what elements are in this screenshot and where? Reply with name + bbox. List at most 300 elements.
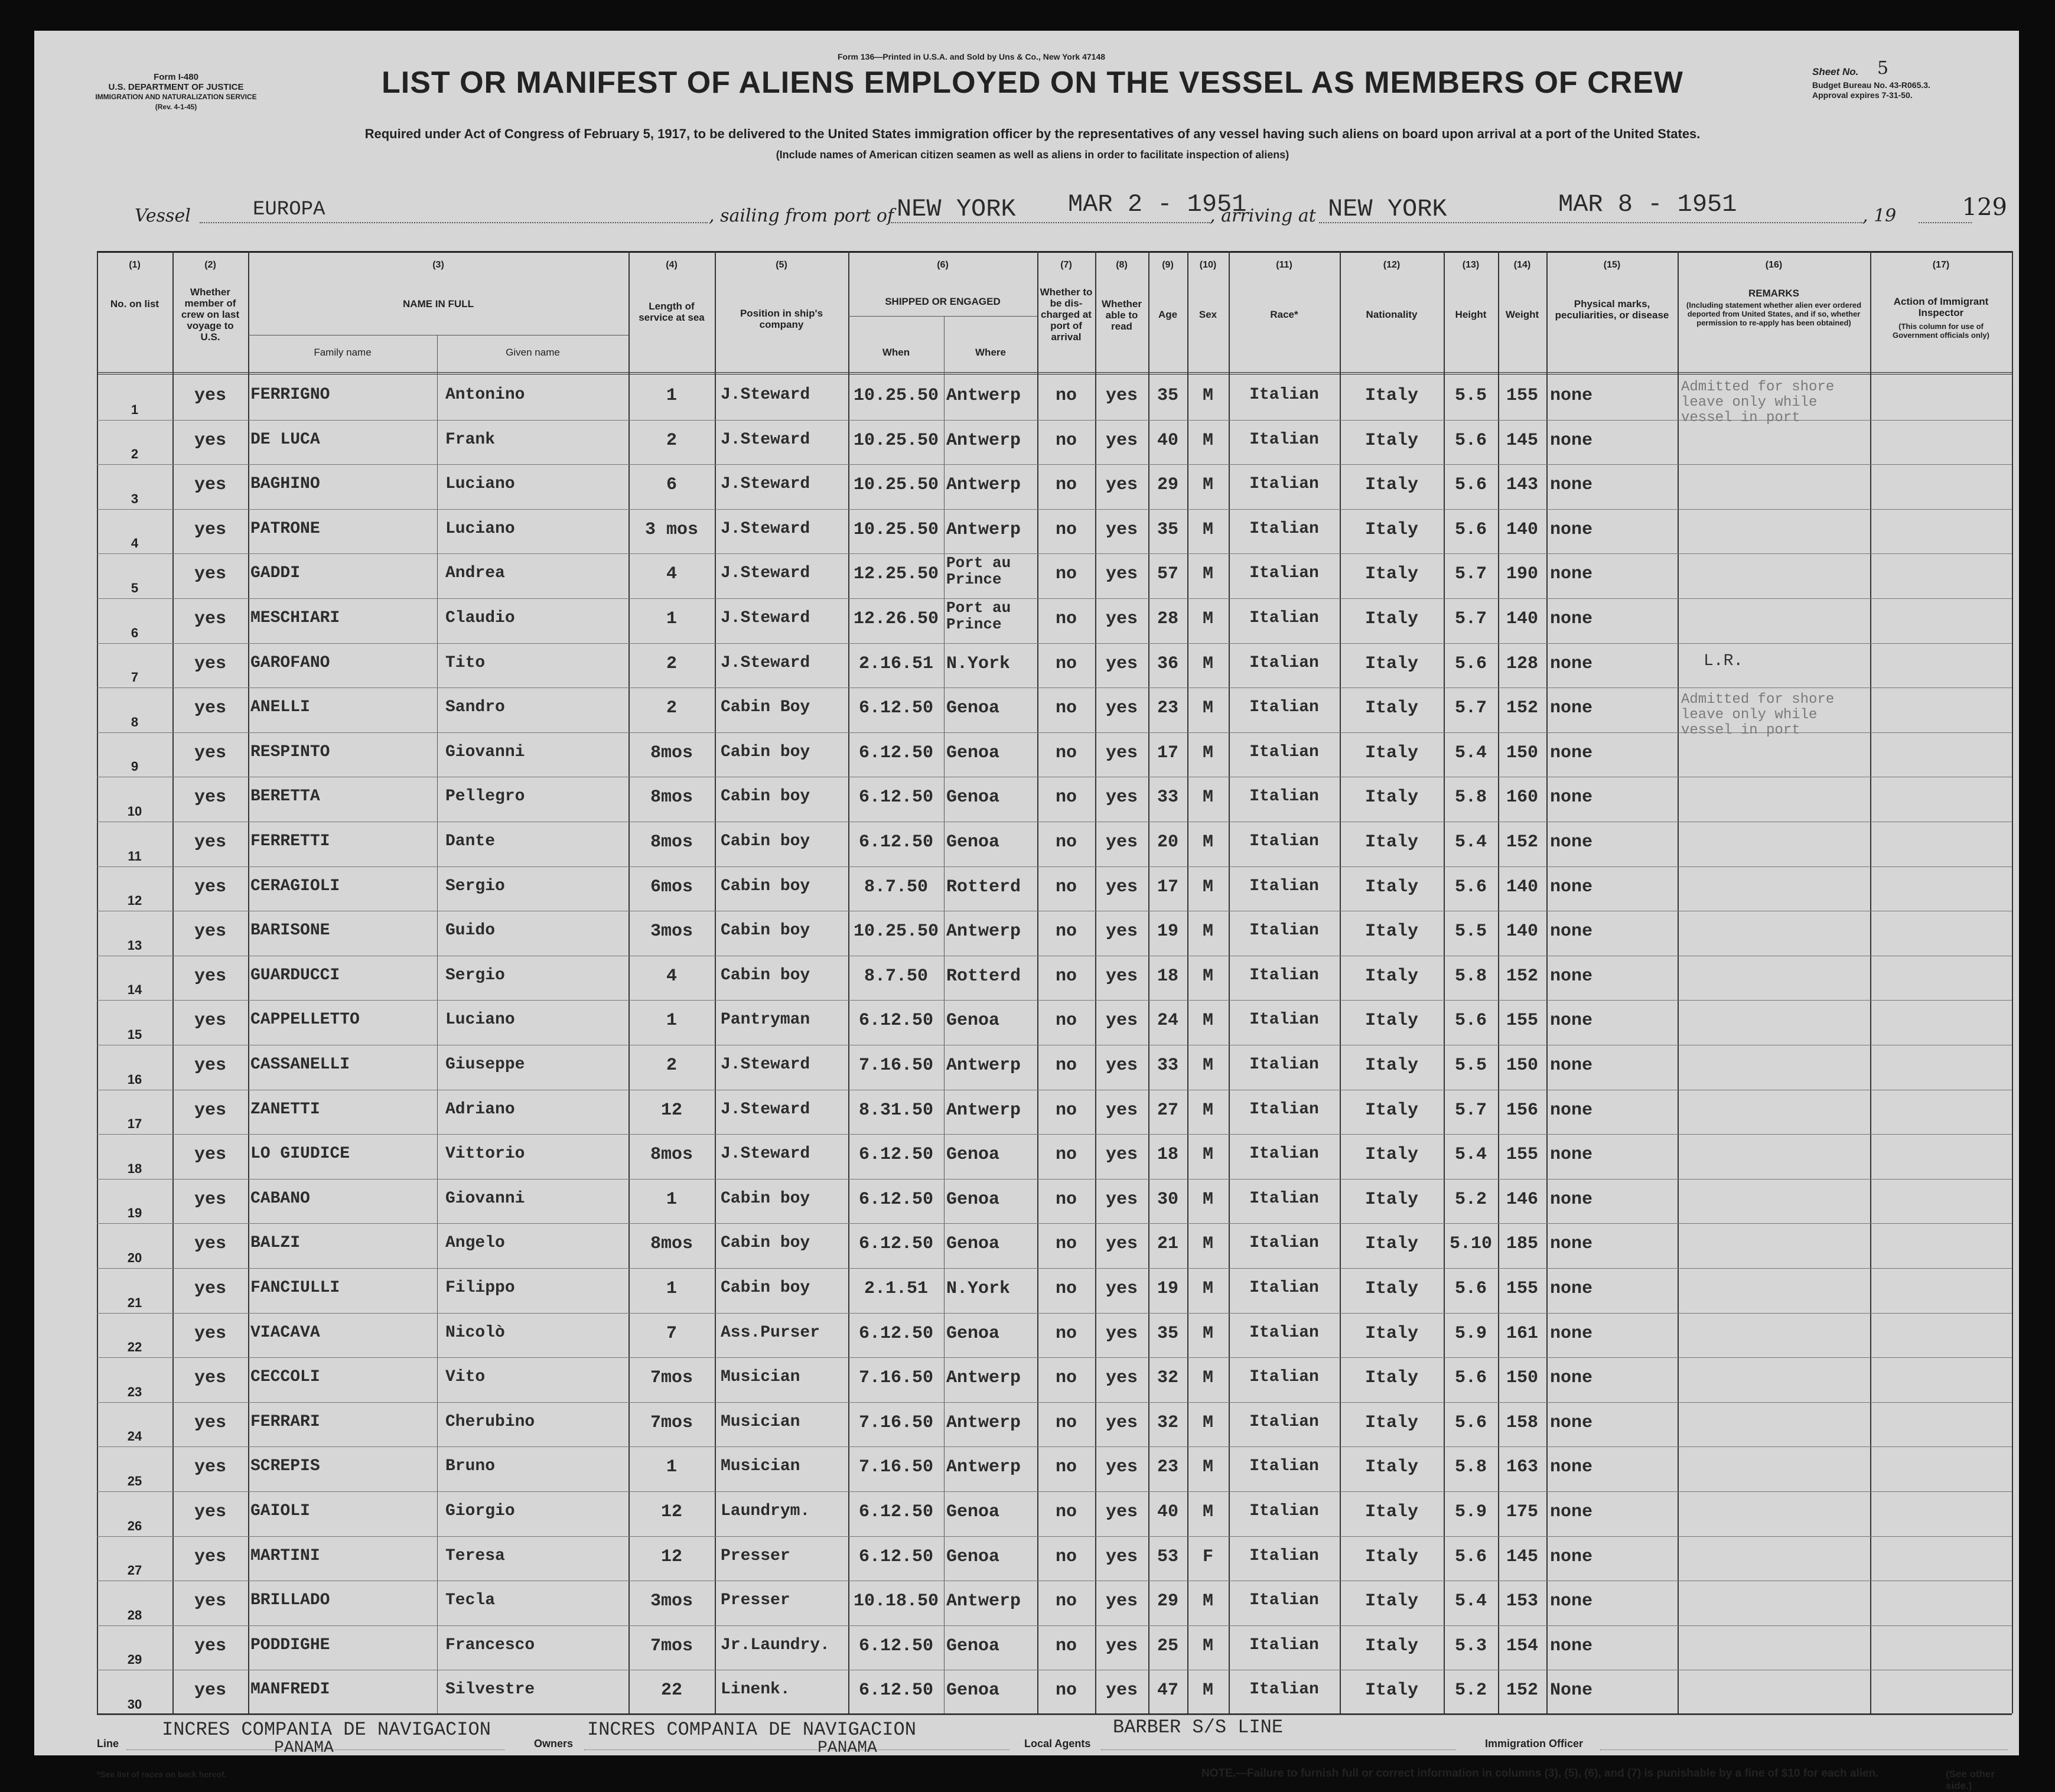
discharged: no [1055, 1412, 1077, 1433]
nationality: Italy [1364, 1502, 1418, 1522]
row-rule [97, 1491, 2012, 1492]
position: J.Steward [721, 386, 810, 404]
row-number: 13 [127, 937, 142, 953]
row-number: 25 [127, 1474, 142, 1488]
position: Cabin boy [721, 966, 810, 985]
physical-marks: none [1550, 921, 1593, 942]
sex: M [1202, 609, 1213, 629]
header-discharged: Whether to be dis-charged at port of arrival [1040, 286, 1093, 343]
col-num-5: (5) [776, 260, 787, 270]
position: Ass.Purser [721, 1323, 820, 1342]
weight: 143 [1506, 475, 1538, 496]
row-number: 9 [131, 759, 139, 774]
weight: 185 [1506, 1234, 1538, 1255]
shipped-where: Genoa [946, 832, 1000, 852]
shipped-when: 8.7.50 [864, 877, 929, 897]
able-to-read: yes [1105, 1145, 1138, 1165]
see-list-note: *See list of races on back hereof. [97, 1770, 227, 1779]
race: Italian [1249, 564, 1319, 583]
row-rule [97, 1357, 2012, 1358]
nationality: Italy [1364, 430, 1418, 451]
shipped-where: Genoa [946, 1502, 1000, 1522]
able-to-read: yes [1105, 1323, 1138, 1344]
col-rule [2012, 251, 2013, 1713]
height: 5.6 [1454, 1279, 1487, 1299]
col-num-9: (9) [1162, 260, 1174, 270]
given-name: Nicolò [445, 1323, 505, 1342]
height: 5.8 [1454, 966, 1487, 986]
weight: 153 [1506, 1591, 1538, 1612]
fine-note: NOTE.—Failure to furnish full or correct information in columns (3), (5), (6), and (7) is punishable by a fine of $10 for each alien. [1201, 1767, 1879, 1780]
nationality: Italy [1364, 609, 1418, 629]
row-number: 17 [127, 1116, 142, 1132]
length-of-service: 3 mos [644, 519, 698, 540]
age: 30 [1157, 1189, 1178, 1210]
physical-marks: none [1550, 653, 1593, 674]
height: 5.6 [1454, 1412, 1487, 1433]
family-name: GAIOLI [250, 1502, 310, 1520]
col-num-1: (1) [129, 260, 141, 270]
sex: M [1202, 1635, 1213, 1656]
given-name: Luciano [445, 519, 515, 538]
able-to-read: yes [1105, 1546, 1138, 1567]
nationality: Italy [1364, 698, 1418, 719]
age: 35 [1157, 386, 1178, 406]
able-to-read: yes [1105, 430, 1138, 451]
sex: M [1202, 1457, 1213, 1478]
race: Italian [1249, 742, 1319, 761]
row-number: 26 [127, 1518, 142, 1533]
member-last-voyage: yes [194, 1546, 226, 1567]
race: Italian [1249, 1279, 1319, 1297]
height: 5.8 [1454, 1457, 1487, 1478]
position: Musician [721, 1457, 800, 1476]
race: Italian [1249, 1412, 1319, 1431]
family-name: CABANO [250, 1189, 310, 1208]
discharged: no [1055, 475, 1077, 496]
col-num-8: (8) [1116, 260, 1128, 270]
discharged: no [1055, 1502, 1077, 1522]
header-weight: Weight [1505, 309, 1539, 320]
approval-expires: Approval expires 7-31-50. [1812, 90, 1913, 100]
physical-marks: none [1550, 564, 1593, 585]
race: Italian [1249, 1680, 1319, 1699]
height: 5.6 [1454, 1368, 1487, 1389]
shipped-where: Genoa [946, 1189, 1000, 1210]
header-sex: Sex [1199, 309, 1217, 320]
member-last-voyage: yes [194, 430, 226, 451]
height: 5.7 [1454, 698, 1487, 719]
sex: M [1202, 1680, 1213, 1701]
shipped-when: 6.12.50 [858, 1145, 934, 1165]
weight: 140 [1506, 609, 1538, 629]
vessel-label: Vessel [135, 206, 191, 226]
race: Italian [1249, 1011, 1319, 1029]
physical-marks: none [1550, 1457, 1593, 1478]
able-to-read: yes [1105, 1412, 1138, 1433]
length-of-service: 7mos [650, 1635, 693, 1656]
col-num-3: (3) [432, 260, 444, 270]
shipped-when: 10.25.50 [853, 475, 939, 496]
member-last-voyage: yes [194, 609, 226, 629]
weight: 163 [1506, 1457, 1538, 1478]
sex: F [1202, 1546, 1213, 1567]
nationality: Italy [1364, 386, 1418, 406]
race: Italian [1249, 519, 1319, 538]
position: J.Steward [721, 1100, 810, 1119]
member-last-voyage: yes [194, 1457, 226, 1478]
age: 29 [1157, 475, 1178, 496]
nationality: Italy [1364, 1635, 1418, 1656]
given-name: Giovanni [445, 742, 525, 761]
col-num-11: (11) [1276, 260, 1292, 270]
owners-field [584, 1749, 1009, 1750]
age: 17 [1157, 742, 1178, 763]
height: 5.7 [1454, 564, 1487, 585]
weight: 140 [1506, 519, 1538, 540]
height: 5.4 [1454, 1145, 1487, 1165]
row-rule [97, 1000, 2012, 1001]
given-name: Giorgio [445, 1502, 515, 1520]
sex: M [1202, 1234, 1213, 1255]
immigration-officer-field [1600, 1749, 2008, 1750]
length-of-service: 8mos [650, 742, 693, 763]
physical-marks: none [1550, 475, 1593, 496]
shipped-when: 6.12.50 [858, 787, 934, 808]
row-number: 22 [127, 1340, 142, 1355]
length-of-service: 22 [660, 1680, 682, 1701]
discharged: no [1055, 1635, 1077, 1656]
sheet-no-label: Sheet No. [1812, 66, 1859, 77]
race: Italian [1249, 832, 1319, 851]
able-to-read: yes [1105, 1680, 1138, 1701]
shipped-when: 6.12.50 [858, 1323, 934, 1344]
length-of-service: 2 [666, 1055, 677, 1076]
discharged: no [1055, 1680, 1077, 1701]
given-name: Teresa [445, 1546, 505, 1565]
given-name: Giuseppe [445, 1055, 525, 1074]
header-where: Where [975, 347, 1006, 358]
shipped-when: 6.12.50 [858, 1680, 934, 1701]
height: 5.6 [1454, 1011, 1487, 1031]
row-rule [97, 1625, 2012, 1626]
row-number: 14 [127, 982, 142, 998]
height: 5.3 [1454, 1635, 1487, 1656]
length-of-service: 4 [666, 966, 677, 986]
shipped-where: Antwerp [946, 1055, 1021, 1076]
height: 5.7 [1454, 609, 1487, 629]
shipped-where: Genoa [946, 1145, 1000, 1165]
physical-marks: none [1550, 386, 1593, 406]
shipped-where: Genoa [946, 1323, 1000, 1344]
shipped-when: 6.12.50 [858, 742, 934, 763]
age: 33 [1157, 1055, 1178, 1076]
able-to-read: yes [1105, 1189, 1138, 1210]
sex: M [1202, 787, 1213, 808]
row-rule [97, 1223, 2012, 1224]
row-number: 24 [127, 1429, 142, 1444]
family-name: FERRETTI [250, 832, 330, 851]
vessel-name: EUROPA [253, 198, 325, 221]
header-family-name: Family name [314, 347, 372, 358]
race: Italian [1249, 1234, 1319, 1253]
race: Italian [1249, 1502, 1319, 1520]
member-last-voyage: yes [194, 1591, 226, 1612]
shipped-when: 2.16.51 [858, 653, 934, 674]
nationality: Italy [1364, 1145, 1418, 1165]
nationality: Italy [1364, 1457, 1418, 1478]
weight: 128 [1506, 653, 1538, 674]
length-of-service: 8mos [650, 832, 693, 852]
row-rule [97, 866, 2012, 867]
position: Laundrym. [721, 1502, 810, 1520]
height: 5.2 [1454, 1680, 1487, 1701]
header-when: When [882, 347, 910, 358]
member-last-voyage: yes [194, 1100, 226, 1120]
race: Italian [1249, 386, 1319, 404]
family-name: BALZI [250, 1234, 301, 1253]
length-of-service: 3mos [650, 1591, 693, 1612]
row-number: 23 [127, 1384, 142, 1399]
family-name: CAPPELLETTO [250, 1011, 360, 1029]
length-of-service: 1 [666, 1457, 677, 1478]
able-to-read: yes [1105, 742, 1138, 763]
shipped-when: 6.12.50 [858, 1189, 934, 1210]
height: 5.8 [1454, 787, 1487, 808]
remarks: L.R. [1704, 651, 1744, 670]
row-number: 18 [127, 1161, 142, 1176]
member-last-voyage: yes [194, 386, 226, 406]
shipped-when: 2.1.51 [864, 1279, 929, 1299]
member-last-voyage: yes [194, 1323, 226, 1344]
length-of-service: 12 [660, 1546, 682, 1567]
shipped-when: 7.16.50 [858, 1412, 934, 1433]
family-name: BERETTA [250, 787, 320, 806]
race: Italian [1249, 1546, 1319, 1565]
height: 5.4 [1454, 742, 1487, 763]
discharged: no [1055, 1457, 1077, 1478]
sex: M [1202, 1279, 1213, 1299]
height: 5.6 [1454, 877, 1487, 897]
position: Cabin boy [721, 1234, 810, 1253]
race: Italian [1249, 1055, 1319, 1074]
requirement-note: (Include names of American citizen seamen as well as aliens in order to facilitate inspection of aliens) [776, 149, 1289, 161]
physical-marks: none [1550, 609, 1593, 629]
member-last-voyage: yes [194, 1145, 226, 1165]
able-to-read: yes [1105, 609, 1138, 629]
to-date-stamp: MAR 8 - 1951 [1558, 190, 1737, 219]
sailing-label: , sailing from port of [709, 206, 894, 226]
age: 40 [1157, 1502, 1178, 1522]
length-of-service: 1 [666, 386, 677, 406]
shipped-where: Rotterd [946, 877, 1021, 897]
owners-value: INCRES COMPANIA DE NAVIGACION [587, 1719, 916, 1741]
physical-marks: none [1550, 519, 1593, 540]
nationality: Italy [1364, 1055, 1418, 1076]
length-of-service: 6 [666, 475, 677, 496]
weight: 152 [1506, 698, 1538, 719]
discharged: no [1055, 832, 1077, 852]
family-name: MARTINI [250, 1546, 320, 1565]
discharged: no [1055, 742, 1077, 763]
position: Jr.Laundry. [721, 1635, 830, 1654]
weight: 155 [1506, 1011, 1538, 1031]
age: 18 [1157, 966, 1178, 986]
discharged: no [1055, 1100, 1077, 1120]
discharged: no [1055, 1279, 1077, 1299]
header-height: Height [1455, 309, 1487, 320]
row-number: 1 [131, 402, 139, 417]
sex: M [1202, 1502, 1213, 1522]
col-rule [97, 251, 98, 1713]
race: Italian [1249, 1323, 1319, 1342]
member-last-voyage: yes [194, 698, 226, 719]
able-to-read: yes [1105, 1234, 1138, 1255]
budget-number: Budget Bureau No. 43-R065.3. [1812, 80, 1930, 90]
header-age: Age [1158, 309, 1178, 320]
header-race: Race* [1270, 309, 1298, 320]
family-name: BAGHINO [250, 475, 320, 494]
weight: 150 [1506, 1055, 1538, 1076]
col-rule [1870, 251, 1871, 1713]
revision: (Rev. 4-1-45) [155, 103, 197, 111]
col-num-4: (4) [666, 260, 678, 270]
discharged: no [1055, 1323, 1077, 1344]
shipped-where: N.York [946, 1279, 1011, 1299]
able-to-read: yes [1105, 787, 1138, 808]
row-number: 2 [131, 447, 139, 462]
shipped-where: Antwerp [946, 1591, 1021, 1612]
height: 5.7 [1454, 1100, 1487, 1120]
shipped-where: Genoa [946, 698, 1000, 719]
col-rule [248, 251, 249, 1713]
able-to-read: yes [1105, 475, 1138, 496]
family-name: PATRONE [250, 519, 320, 538]
member-last-voyage: yes [194, 1234, 226, 1255]
row-number: 29 [127, 1652, 142, 1667]
discharged: no [1055, 1546, 1077, 1567]
position: J.Steward [721, 609, 810, 627]
row-rule [97, 598, 2012, 599]
row-number: 28 [127, 1607, 142, 1622]
length-of-service: 1 [666, 609, 677, 629]
header-given-name: Given name [506, 347, 560, 358]
discharged: no [1055, 877, 1077, 897]
given-name: Angelo [445, 1234, 505, 1253]
col-num-17: (17) [1932, 260, 1950, 270]
family-name: BARISONE [250, 921, 330, 940]
position: Cabin Boy [721, 698, 810, 717]
age: 23 [1157, 698, 1178, 719]
nationality: Italy [1364, 877, 1418, 897]
shipped-where: Antwerp [946, 386, 1021, 406]
row-rule [97, 1179, 2012, 1180]
position: J.Steward [721, 1145, 810, 1164]
shipped-when: 6.12.50 [858, 1635, 934, 1656]
local-agents-label: Local Agents [1024, 1738, 1091, 1749]
height: 5.5 [1454, 921, 1487, 942]
sex: M [1202, 519, 1213, 540]
budget-block [1812, 80, 1930, 100]
age: 57 [1157, 564, 1178, 585]
able-to-read: yes [1105, 921, 1138, 942]
header-member-last-voyage: Whether member of crew on last voyage to U.S. [181, 286, 240, 343]
position: J.Steward [721, 1055, 810, 1074]
weight: 160 [1506, 787, 1538, 808]
discharged: no [1055, 1234, 1077, 1255]
physical-marks: none [1550, 1502, 1593, 1522]
member-last-voyage: yes [194, 1055, 226, 1076]
position: Cabin boy [721, 1189, 810, 1208]
age: 32 [1157, 1368, 1178, 1389]
shipped-when: 10.25.50 [853, 519, 939, 540]
given-name: Cherubino [445, 1412, 535, 1431]
given-name: Luciano [445, 1011, 515, 1029]
height: 5.9 [1454, 1502, 1487, 1522]
discharged: no [1055, 698, 1077, 719]
weight: 155 [1506, 386, 1538, 406]
position: Musician [721, 1368, 800, 1387]
height: 5.5 [1454, 386, 1487, 406]
col-num-2: (2) [204, 260, 216, 270]
member-last-voyage: yes [194, 653, 226, 674]
see-other-side: (See other side.) [1946, 1768, 1995, 1791]
physical-marks: none [1550, 1189, 1593, 1210]
shipped-where: Port au Prince [946, 599, 1011, 633]
physical-marks: none [1550, 1546, 1593, 1567]
row-number: 6 [131, 625, 139, 640]
weight: 156 [1506, 1100, 1538, 1120]
age: 21 [1157, 1234, 1178, 1255]
sex: M [1202, 1412, 1213, 1433]
able-to-read: yes [1105, 519, 1138, 540]
col-num-13: (13) [1462, 260, 1480, 270]
position: Linenk. [721, 1680, 790, 1699]
age: 53 [1157, 1546, 1178, 1567]
row-number: 5 [131, 581, 139, 595]
race: Italian [1249, 1591, 1319, 1610]
line-value: INCRES COMPANIA DE NAVIGACION [162, 1719, 491, 1741]
nationality: Italy [1364, 1100, 1418, 1120]
family-name: MESCHIARI [250, 609, 340, 627]
given-name: Dante [445, 832, 496, 851]
given-name: Vittorio [445, 1145, 525, 1164]
age: 28 [1157, 609, 1178, 629]
length-of-service: 1 [666, 1011, 677, 1031]
weight: 155 [1506, 1145, 1538, 1165]
col-rule [1678, 251, 1679, 1713]
sex: M [1202, 430, 1213, 451]
age: 20 [1157, 832, 1178, 852]
race: Italian [1249, 966, 1319, 985]
race: Italian [1249, 430, 1319, 449]
position: J.Steward [721, 564, 810, 583]
race: Italian [1249, 1457, 1319, 1476]
weight: 145 [1506, 430, 1538, 451]
printer-line: Form 136—Printed in U.S.A. and Sold by Uns & Co., New York 47148 [838, 52, 1106, 61]
shipped-where: Genoa [946, 1546, 1000, 1567]
family-name: PODDIGHE [250, 1635, 330, 1654]
length-of-service: 8mos [650, 1234, 693, 1255]
family-name: SCREPIS [250, 1457, 320, 1476]
shipped-where: Port au Prince [946, 554, 1011, 589]
sex: M [1202, 877, 1213, 897]
sheet-no-value: 5 [1877, 58, 1889, 79]
sex: M [1202, 1055, 1213, 1076]
col-num-6: (6) [937, 260, 949, 270]
row-rule [97, 1268, 2012, 1269]
row-number: 20 [127, 1250, 142, 1265]
